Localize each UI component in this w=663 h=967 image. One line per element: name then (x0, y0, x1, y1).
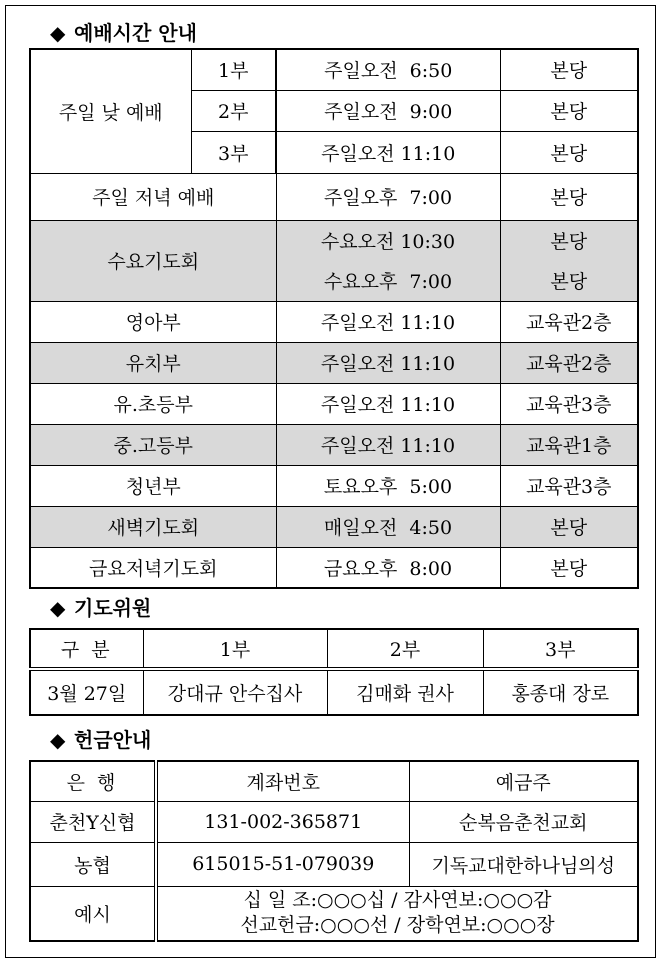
service-place: 본당 (500, 90, 638, 131)
service-name: 유치부 (30, 342, 276, 383)
table-row (30, 49, 638, 90)
table-row (30, 506, 638, 547)
service-time: 주일오전 11:10 (276, 342, 500, 383)
account-number: 615015-51-079039 (156, 842, 409, 886)
service-time: 금요오후 8:00 (276, 547, 500, 588)
service-time: 주일오전 11:10 (276, 383, 500, 424)
service-place: 교육관2층 (500, 301, 638, 342)
table-row (30, 301, 638, 342)
table-row (30, 424, 638, 465)
service-name: 주일 낮 예배 (30, 49, 191, 173)
account-holder: 순복음춘천교회 (409, 801, 638, 842)
example-text (156, 886, 638, 941)
service-place: 본당 (500, 173, 638, 220)
prayer-member: 강대규 안수집사 (143, 669, 327, 715)
service-part: 3부 (191, 131, 276, 173)
worship-schedule-table (29, 48, 639, 589)
table-row (30, 547, 638, 588)
service-name: 청년부 (30, 465, 276, 506)
column-header: 계좌번호 (156, 761, 409, 801)
service-time: 주일오전 9:00 (276, 90, 500, 131)
prayer-committee-table (29, 628, 639, 716)
prayer-member: 홍종대 장로 (483, 669, 638, 715)
service-place: 교육관1층 (500, 424, 638, 465)
table-row (30, 761, 638, 801)
table-row (30, 669, 638, 715)
service-place: 본당 (500, 220, 638, 260)
service-place: 교육관3층 (500, 383, 638, 424)
column-header: 3부 (483, 629, 638, 669)
service-name: 영아부 (30, 301, 276, 342)
example-line: 십 일 조:○○○십 / 감사연보:○○○감 (243, 889, 552, 912)
account-holder: 기독교대한하나님의성 (409, 842, 638, 886)
account-number: 131-002-365871 (156, 801, 409, 842)
service-place: 본당 (500, 49, 638, 90)
service-part: 2부 (191, 90, 276, 131)
table-row (30, 342, 638, 383)
table-row (30, 383, 638, 424)
table-row (30, 801, 638, 842)
worship-heading (50, 20, 197, 46)
offering-heading-text: 헌금안내 (74, 728, 152, 752)
service-place: 교육관3층 (500, 465, 638, 506)
diamond-bullet-icon: ◆ (50, 596, 66, 620)
bank-name: 농협 (30, 842, 156, 886)
table-row (30, 842, 638, 886)
service-part: 1부 (191, 49, 276, 90)
service-place: 본당 (500, 506, 638, 547)
service-place: 교육관2층 (500, 342, 638, 383)
prayer-heading (50, 595, 151, 621)
diamond-bullet-icon: ◆ (50, 728, 66, 752)
table-row (30, 220, 638, 260)
offering-table (29, 760, 639, 942)
service-place: 본당 (500, 131, 638, 173)
service-time: 수요오후 7:00 (276, 260, 500, 301)
column-header: 2부 (327, 629, 483, 669)
worship-heading-text: 예배시간 안내 (74, 21, 197, 45)
column-header: 은 행 (30, 761, 156, 801)
service-place: 본당 (500, 547, 638, 588)
service-time: 주일오전 11:10 (276, 301, 500, 342)
service-time: 주일오전 6:50 (276, 49, 500, 90)
bank-name: 춘천Y신협 (30, 801, 156, 842)
example-label: 예시 (30, 886, 156, 941)
table-row (30, 629, 638, 669)
service-name: 주일 저녁 예배 (30, 173, 276, 220)
service-time: 매일오전 4:50 (276, 506, 500, 547)
service-time: 수요오전 10:30 (276, 220, 500, 260)
table-row (30, 886, 638, 941)
table-row (30, 465, 638, 506)
service-place: 본당 (500, 260, 638, 301)
service-time: 주일오전 11:10 (276, 131, 500, 173)
service-name: 새벽기도회 (30, 506, 276, 547)
service-time: 주일오후 7:00 (276, 173, 500, 220)
table-row (30, 173, 638, 220)
service-time: 토요오후 5:00 (276, 465, 500, 506)
column-header: 예금주 (409, 761, 638, 801)
service-name: 중.고등부 (30, 424, 276, 465)
service-time: 주일오전 11:10 (276, 424, 500, 465)
diamond-bullet-icon: ◆ (50, 21, 66, 45)
service-name: 금요저녁기도회 (30, 547, 276, 588)
column-header: 구 분 (30, 629, 143, 669)
column-header: 1부 (143, 629, 327, 669)
prayer-date: 3월 27일 (30, 669, 143, 715)
prayer-member: 김매화 권사 (327, 669, 483, 715)
offering-heading (50, 727, 151, 753)
service-name: 유.초등부 (30, 383, 276, 424)
example-line: 선교헌금:○○○선 / 장학연보:○○○장 (240, 914, 555, 937)
prayer-heading-text: 기도위원 (74, 596, 152, 620)
service-name: 수요기도회 (30, 220, 276, 301)
